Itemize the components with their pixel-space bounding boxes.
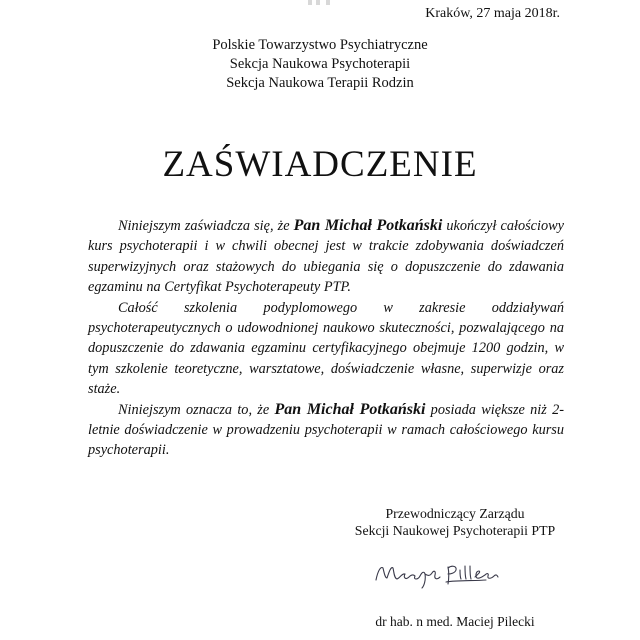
p1-text-end: ukończył całościowy kurs psychoterapii i w chwili obecnej jest w trakcie zdobywania doświadczeń superwizyjnych oraz stażowych do ubiegania się o dopuszczenie do zdawania egzaminu na Certyfikat Psychoterapeuty PTP. bbox=[88, 218, 565, 296]
organization-header bbox=[0, 36, 640, 93]
p3-text-end: posiada większe niż 2-letnie doświadczenie w prowadzeniu psychoterapii w ramach całościowego kursu psychoterapii. bbox=[88, 401, 565, 459]
handwritten-signature bbox=[372, 556, 502, 590]
recipient-name-repeat: Pan Michał Potkański bbox=[274, 400, 426, 418]
recipient-name: Pan Michał Potkański bbox=[293, 217, 443, 234]
document-title: ZAŚWIADCZENIE bbox=[162, 144, 478, 185]
p3-text-start: Niniejszym oznacza to, że bbox=[118, 401, 275, 418]
certificate-body bbox=[88, 216, 564, 461]
org-line-1: Polskie Towarzystwo Psychiatryczne bbox=[212, 37, 428, 53]
p1-text-start: Niniejszym zaświadcza się, że bbox=[118, 218, 294, 234]
issue-date: Kraków, 27 maja 2018r. bbox=[425, 6, 560, 21]
paragraph-1 bbox=[88, 216, 564, 298]
paragraph-2: Całość szkolenia podyplomowego w zakresie oddziaływań psychoterapeutycznych o udowodnionej naukowo skuteczności, pozwalającego na dopuszczenie do zdawania egzaminu certyfikacyjnego obejmuje 1200 godzin, w tym szkolenie teoretyczne, warsztatowe, doświadczenie własne, superwizje oraz staże. bbox=[88, 299, 564, 398]
signatory-name: dr hab. n med. Maciej Pilecki bbox=[375, 614, 535, 629]
role-line-1: Przewodniczący Zarządu bbox=[385, 506, 525, 521]
top-decoration bbox=[300, 0, 340, 6]
role-line-2: Sekcji Naukowej Psychoterapii PTP bbox=[354, 523, 556, 538]
signatory-role bbox=[350, 505, 560, 539]
paragraph-3 bbox=[88, 400, 564, 461]
org-line-3: Sekcja Naukowa Terapii Rodzin bbox=[226, 75, 414, 91]
org-line-2: Sekcja Naukowa Psychoterapii bbox=[229, 56, 411, 72]
